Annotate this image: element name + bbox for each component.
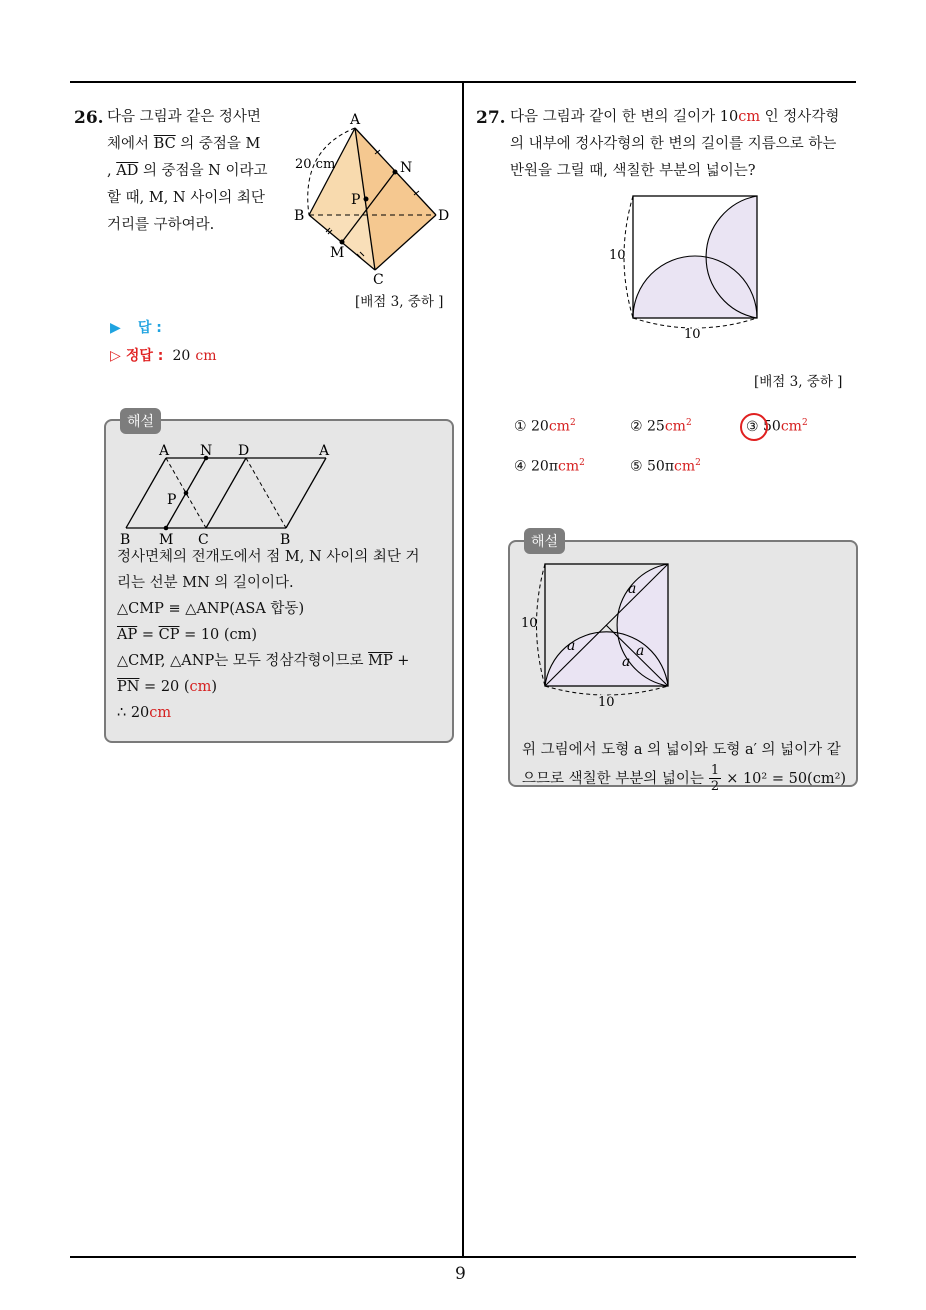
net-D: D [238,443,250,459]
region-a-3: a [636,643,645,659]
q26-net-figure [114,440,344,548]
q27-solution-figure [518,556,678,712]
vertex-C: C [373,272,384,288]
q26-text: 다음 그림과 같은 정사면 체에서 $\overline{BC}$ 의 중점을 M , $\overline{AD}$ 의 중점을 N 이라고 할 때, M, N 사이의 최단 거리를 구하여라. [107,109,268,233]
net-B2: B [280,532,291,548]
point-M: M [330,245,345,261]
correct-label: 정답 : [125,348,164,364]
q26-tetrahedron-figure [290,110,460,290]
answer-label: 답 : [137,320,162,336]
q27-number: 27. [476,108,506,128]
edge-length-label: 20 cm [295,157,336,172]
net-M: M [159,532,174,548]
q26-number: 26. [74,108,104,128]
q26-correct-row [110,345,217,365]
column-divider [462,82,464,1257]
point-N: N [400,160,413,176]
net-C: C [198,532,209,548]
play-arrow-icon: ▶ [110,320,121,336]
vertex-A: A [350,112,361,128]
selected-circle-icon [740,413,768,441]
q26-points: [배점 3, 중하 ] [355,294,444,310]
fraction: $\frac{1}{2}$ [710,763,720,794]
q27-solution-text: 위 그림에서 도형 a 의 넓이와 도형 a′ 의 넓이가 같 으므로 색칠한 부분의 넓이는 $\frac{1}{2}$ × 10² = 50(cm²) [522,742,847,794]
q27-text: 다음 그림과 같이 한 변의 길이가 10cm 인 정사각형 의 내부에 정사각형의 한 변의 길이를 지름으로 하는 반원을 그릴 때, 색칠한 부분의 넓이는? [510,109,840,179]
net-N: N [200,443,213,459]
bottom-rule [70,1256,856,1258]
side-label: 10 [609,248,626,263]
region-a-1: a [628,581,637,597]
q26-solution-tag: 해설 [120,408,161,434]
q27-solution-tag: 해설 [524,528,565,554]
q26-solution-text: 정사면체의 전개도에서 점 M, N 사이의 최단 거 리는 선분 MN 의 길이이다. △CMP ≡ △ANP(ASA 합동) $\overline{AP} = \overline{CP} = 10$ (cm) △CMP, △ANP는 모두 정삼각형이므로 $\overline{MP}$ + $\overline{PN} = 20$ (cm) ∴ 20cm [117,549,420,721]
correct-unit: cm [195,348,217,364]
choice-4[interactable]: ④ 20πcm$^2$ [514,458,585,475]
outline-arrow-icon: ▷ [110,348,121,364]
q26-answer-row [110,317,162,337]
sol-side-label: 10 [521,616,538,631]
choice-1[interactable]: ① $20cm^2$ [514,418,576,435]
q27-square-figure [600,188,770,348]
choice-3[interactable]: ③ $50cm^2$ [746,418,808,435]
vertex-D: D [438,208,450,224]
sol-bottom-label: 10 [598,695,615,710]
vertex-B: B [294,208,305,224]
region-a-4: a [622,654,631,670]
net-A1: A [159,443,170,459]
net-P: P [167,492,177,508]
choice-2[interactable]: ② $25cm^2$ [630,418,692,435]
choice-5[interactable]: ⑤ 50πcm$^2$ [630,458,701,475]
q27-choices [514,418,854,478]
point-P: P [351,192,361,208]
region-a-2: a [567,638,576,654]
correct-value: 20 [172,348,191,364]
page-number: 9 [455,1264,466,1284]
net-A2: A [319,443,330,459]
bottom-label: 10 [684,327,701,342]
net-B1: B [120,532,131,548]
q27-points: [배점 3, 중하 ] [754,374,843,390]
